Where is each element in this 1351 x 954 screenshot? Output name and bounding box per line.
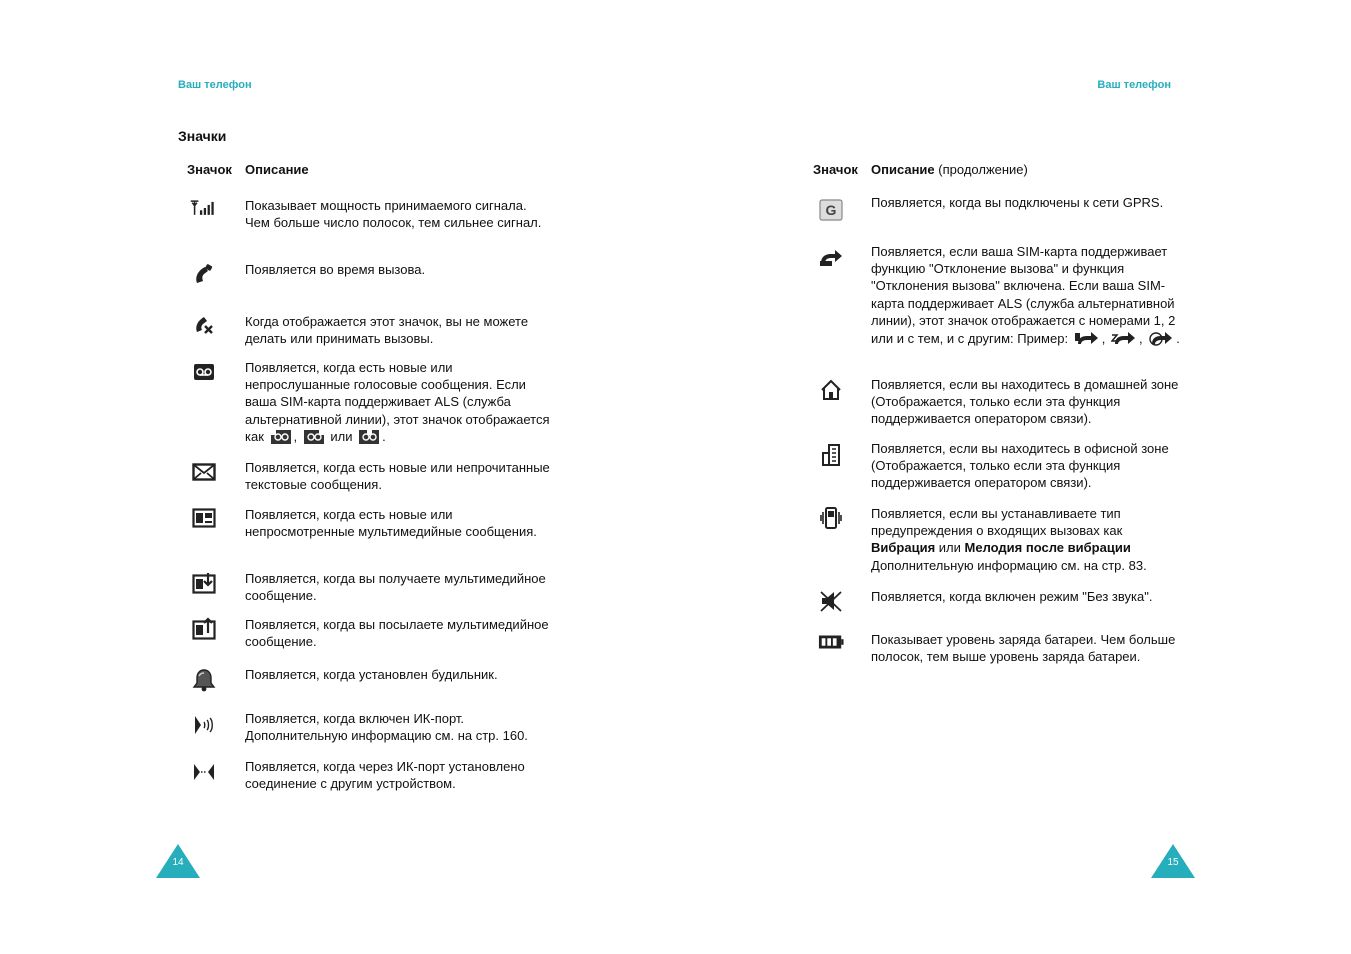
description: Появляется, если ваша SIM-карта поддерживает функцию "Отклонение вызова" и функция "Отклонения вызова" включена. Если ваша SIM-карта поддерживает ALS (служба альтернативной линии), этот значок отображается с номерами 1, 2 или и с тем, и с другим: Пример: , , . bbox=[871, 243, 1181, 351]
svg-text:G: G bbox=[825, 202, 837, 218]
vibration-icon bbox=[818, 506, 844, 530]
description: Когда отображается этот значок, вы не можете делать или принимать вызовы. bbox=[245, 314, 529, 347]
column-header-icon: Значок bbox=[813, 162, 858, 177]
description: Появляется, когда вы подключены к сети GPRS. bbox=[871, 195, 1164, 210]
voicemail-line2-icon bbox=[303, 429, 325, 449]
description: Появляется, когда есть новые или непрочитанные текстовые сообщения. bbox=[245, 460, 550, 493]
description: Появляется, когда включен ИК-порт. Дополнительную информацию см. на стр. 160. bbox=[245, 711, 528, 744]
no-service-icon bbox=[191, 313, 217, 337]
description: Показывает уровень заряда батареи. Чем больше полосок, тем выше уровень заряда батареи. bbox=[871, 632, 1176, 665]
home-zone-icon bbox=[818, 378, 844, 402]
mms-sending-icon bbox=[191, 617, 217, 641]
voicemail-icon bbox=[191, 360, 217, 384]
multimedia-message-icon bbox=[191, 506, 217, 530]
description: Появляется, если вы устанавливаете тип предупреждения о входящих вызовах как Вибрация или Мелодия после вибрации Дополнительную информацию см. на стр. 83. bbox=[871, 506, 1147, 573]
office-zone-icon bbox=[818, 443, 844, 467]
gprs-icon bbox=[818, 198, 844, 222]
mms-receiving-icon bbox=[191, 571, 217, 595]
right-page bbox=[676, 0, 1351, 954]
voicemail-both-lines-icon bbox=[358, 429, 380, 449]
running-head: Ваш телефон bbox=[178, 79, 252, 91]
description: Появляется, когда через ИК-порт установлено соединение с другим устройством. bbox=[245, 759, 525, 792]
description: Появляется, если вы находитесь в офисной зоне (Отображается, только если эта функция поддерживается оператором связи). bbox=[871, 441, 1169, 491]
description: Появляется, когда установлен будильник. bbox=[245, 667, 498, 682]
section-title: Значки bbox=[178, 128, 227, 144]
voicemail-line1-icon bbox=[270, 429, 292, 449]
column-header-icon: Значок bbox=[187, 162, 232, 177]
silent-mode-icon bbox=[818, 589, 844, 613]
battery-icon bbox=[818, 630, 844, 654]
description: Появляется, когда есть новые или непросмотренные мультимедийные сообщения. bbox=[245, 507, 537, 540]
description: Показывает мощность принимаемого сигнала. Чем больше число полосок, тем сильнее сигнал. bbox=[245, 198, 542, 231]
call-divert-icon bbox=[818, 245, 844, 269]
description: Появляется, когда включен режим "Без звука". bbox=[871, 589, 1153, 604]
infrared-icon bbox=[191, 713, 217, 737]
column-header-description: Описание bbox=[245, 162, 309, 177]
alarm-icon bbox=[191, 668, 217, 692]
infrared-connected-icon bbox=[191, 760, 217, 784]
column-header-description: Описание (продолжение) bbox=[871, 162, 1028, 177]
description: Появляется, когда вы посылаете мультимедийное сообщение. bbox=[245, 617, 549, 650]
description: Появляется, если вы находитесь в домашней зоне (Отображается, только если эта функция поддерживается оператором связи). bbox=[871, 377, 1179, 427]
call-divert-line1-icon bbox=[1074, 329, 1100, 351]
call-divert-both-lines-icon bbox=[1148, 329, 1174, 351]
description: Появляется, когда есть новые или непрослушанные голосовые сообщения. Если ваша SIM-карта поддерживает ALS (служба альтернативной линии), этот значок отображается как , или . bbox=[245, 359, 555, 449]
page-number: 14 bbox=[155, 843, 201, 879]
description: Появляется, когда вы получаете мультимедийное сообщение. bbox=[245, 571, 546, 604]
running-head: Ваш телефон bbox=[1097, 79, 1171, 91]
signal-strength-icon bbox=[190, 196, 216, 220]
description: Появляется во время вызова. bbox=[245, 262, 426, 277]
envelope-icon bbox=[191, 460, 217, 484]
page-number: 15 bbox=[1150, 843, 1196, 879]
call-divert-line2-icon bbox=[1111, 329, 1137, 351]
call-in-progress-icon bbox=[191, 262, 217, 286]
